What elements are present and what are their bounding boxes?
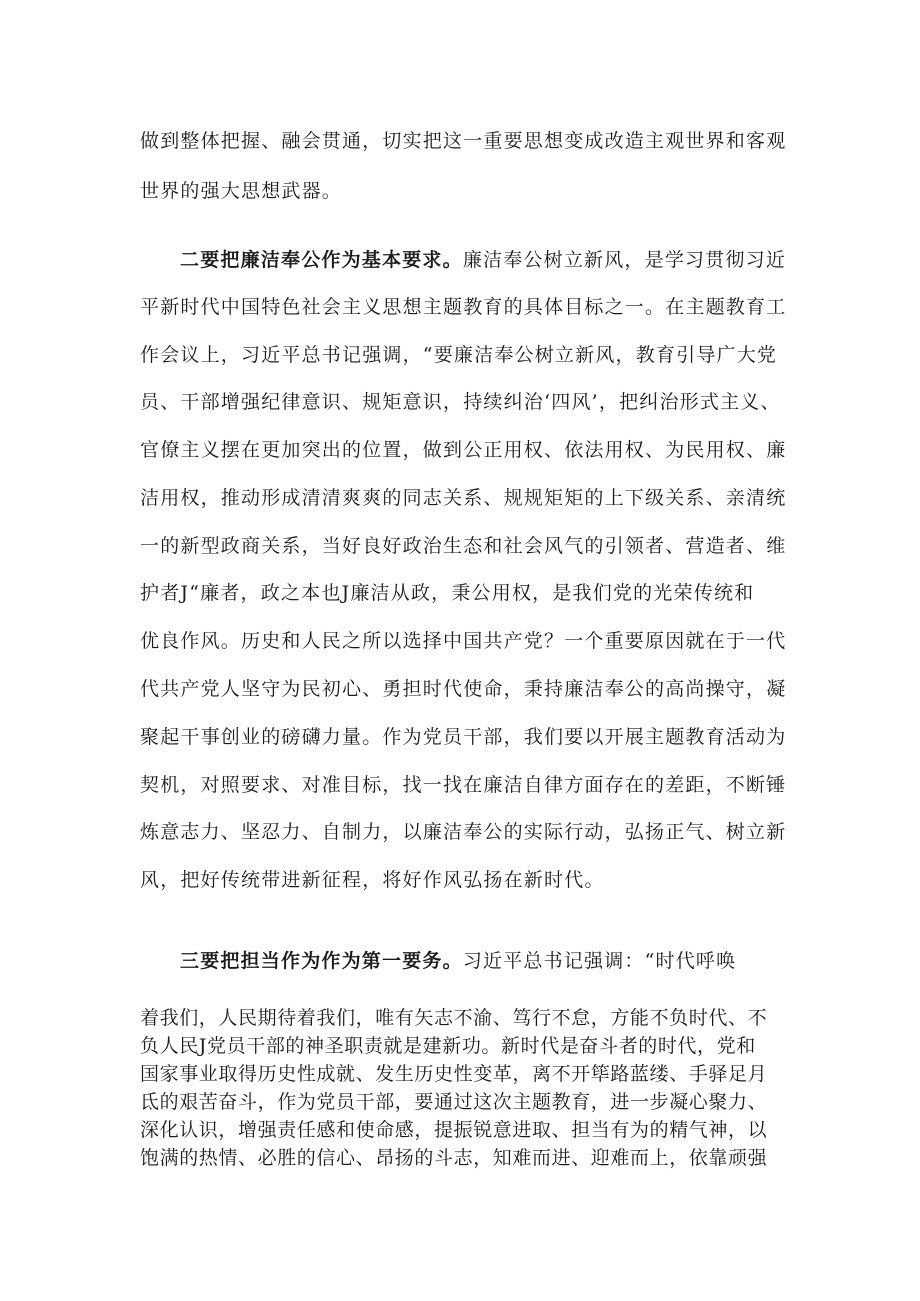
paragraph3-line: 氐的艰苦奋斗，作为党员干部，要通过这次主题教育，进一步凝心聚力、 [140,1091,768,1113]
paragraph2-first-line-text: 廉洁奉公树立新风，是学习贯彻习近 [462,249,787,271]
paragraph2-line: 契机，对照要求、对准目标，找一找在廉洁自律方面存在的差距，不断锤 [140,774,787,796]
paragraph2-line: 平新时代中国特色社会主义思想主题教育的具体目标之一。在主题教育工 [140,296,787,318]
paragraph3-line: 饱满的热情、必胜的信心、昂扬的斗志，知难而进、迎难而上，依靠顽强 [140,1147,768,1169]
paragraph2-heading: 二要把廉洁奉公作为基本要求。 [180,249,463,271]
paragraph2-line: 优良作风。历史和人民之所以选择中国共产党？一个重要原因就在于一代 [140,630,787,652]
paragraph3-line: 国家事业取得历史性成就、发生历史性变革，离不开筚路蓝缕、手驿足月 [140,1063,768,1085]
paragraph2-line: 官僚主义摆在更加突出的位置，做到公正用权、依法用权、为民用权、廉 [140,439,787,461]
paragraph3-first-line-text: 习近平总书记强调：“时代呼唤 [462,950,737,972]
paragraph2-line: 员、干部增强纪律意识、规矩意识，持续纠治‘四风’，把纠治形式主义、 [140,391,781,413]
paragraph3-line: 着我们，人民期待着我们，唯有矢志不渝、笃行不怠，方能不负时代、不 [140,1007,768,1029]
paragraph2-line: 洁用权，推动形成清清爽爽的同志关系、规规矩矩的上下级关系、亲清统 [140,487,787,509]
paragraph2-line: 作会议上，习近平总书记强调，“要廉洁奉公树立新风，教育引导广大党 [140,344,778,366]
paragraph2-line: 聚起干事创业的磅礴力量。作为党员干部，我们要以开展主题教育活动为 [140,726,787,748]
paragraph3-heading: 三要把担当作为作为第一要务。 [180,950,463,972]
paragraph2-line: 风，把好传统带进新征程，将好作风弘扬在新时代。 [140,869,605,891]
paragraph3-first-line [180,946,790,973]
paragraph2-first-line [180,245,790,272]
paragraph1-line-1: 做到整体把握、融会贯通，切实把这一重要思想变成改造主观世界和客观 [140,130,787,152]
paragraph2-line: 代共产党人坚守为民初心、勇担时代使命，秉持廉洁奉公的高尚操守，凝 [140,678,787,700]
paragraph3-line: 深化认识，增强责任感和使命感，提振锐意进取、担当有为的精气神，以 [140,1119,768,1141]
paragraph3-line: 负人民J党员干部的神圣职责就是建新功。新时代是奋斗者的时代，党和 [140,1035,756,1057]
paragraph2-line: 炼意志力、坚忍力、自制力，以廉洁奉公的实际行动，弘扬正气、树立新 [140,821,787,843]
paragraph1-line-2: 世界的强大思想武器。 [140,180,343,202]
paragraph2-line: 一的新型政商关系，当好良好政治生态和社会风气的引领者、营造者、维 [140,535,787,557]
paragraph2-line: 护者J“廉者，政之本也J廉洁从政，秉公用权，是我们党的光荣传统和 [140,582,755,604]
